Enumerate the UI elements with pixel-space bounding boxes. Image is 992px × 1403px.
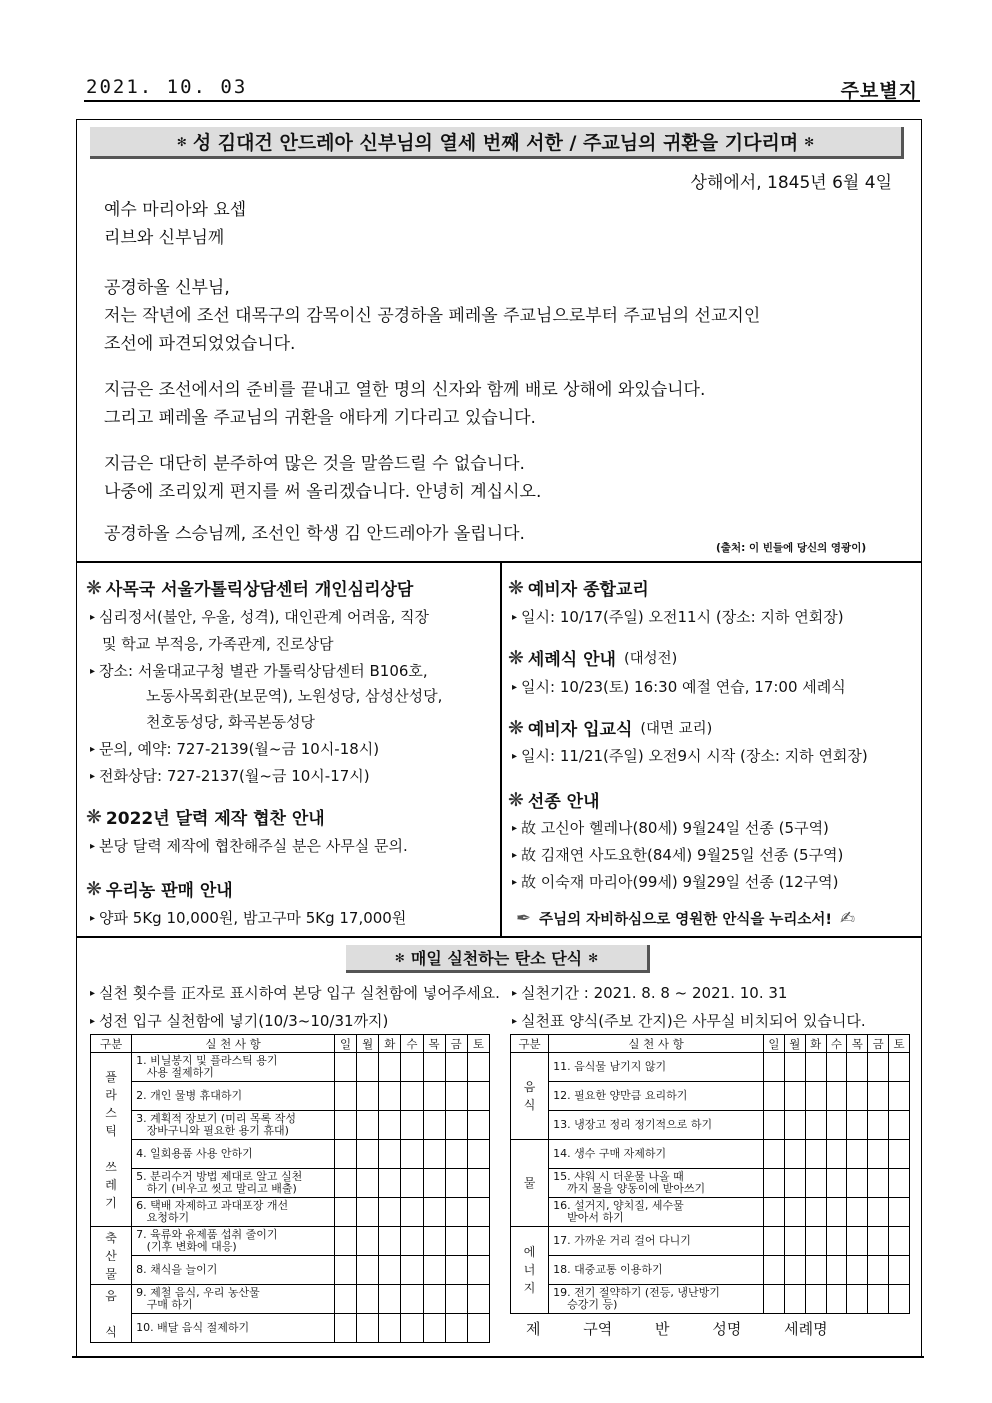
- check-cell[interactable]: [784, 1140, 805, 1169]
- check-cell[interactable]: [357, 1256, 379, 1285]
- check-cell[interactable]: [868, 1053, 889, 1082]
- check-cell[interactable]: [335, 1227, 357, 1256]
- check-cell[interactable]: [335, 1111, 357, 1140]
- notice-line: ▸ 양파 5Kg 10,000원, 밤고구마 5Kg 17,000원: [90, 909, 407, 927]
- table-row: [511, 1169, 910, 1198]
- check-cell[interactable]: [826, 1227, 847, 1256]
- item-cell: 16. 설거지, 양치질, 세수물 받아서 하기: [549, 1198, 764, 1227]
- check-cell[interactable]: [467, 1053, 489, 1082]
- check-cell[interactable]: [379, 1082, 401, 1111]
- pen-icon: ✒: [516, 907, 532, 929]
- heading-text: 우리농 판매 안내: [105, 881, 233, 901]
- day-header: 목: [423, 1035, 445, 1053]
- item-cell: 7. 육류와 유제품 섭취 줄이기 (기후 변화에 대응): [132, 1227, 335, 1256]
- item-cell: 5. 분리수거 방법 제대로 알고 실천 하기 (비우고 씻고 말리고 배출): [132, 1169, 335, 1198]
- eco-info: ▸ 성전 입구 실천함에 넣기(10/3~10/31까지): [90, 1012, 389, 1030]
- check-cell[interactable]: [805, 1169, 826, 1198]
- check-cell[interactable]: [847, 1082, 868, 1111]
- asterisk-icon: ✻: [804, 134, 815, 149]
- check-cell[interactable]: [868, 1140, 889, 1169]
- check-cell[interactable]: [467, 1140, 489, 1169]
- day-header: 월: [784, 1035, 805, 1053]
- check-cell[interactable]: [357, 1053, 379, 1082]
- category-cell: 플 라 스 틱 쓰 레 기: [91, 1053, 132, 1227]
- feather-icon: ✍: [840, 907, 856, 929]
- day-header: 토: [467, 1035, 489, 1053]
- check-cell[interactable]: [826, 1285, 847, 1314]
- item-cell: 18. 대중교통 이용하기: [549, 1256, 764, 1285]
- check-cell[interactable]: [889, 1256, 910, 1285]
- item-cell: 14. 생수 구매 자제하기: [549, 1140, 764, 1169]
- check-cell[interactable]: [357, 1198, 379, 1227]
- check-cell[interactable]: [847, 1169, 868, 1198]
- table-row: [91, 1314, 490, 1343]
- check-cell[interactable]: [784, 1198, 805, 1227]
- calendar-heading: [86, 804, 325, 829]
- check-cell[interactable]: [445, 1111, 467, 1140]
- check-cell[interactable]: [847, 1227, 868, 1256]
- letter-line: 저는 작년에 조선 대목구의 감목이신 공경하올 페레올 주교님으로부터 주교님의 선교지인: [104, 306, 761, 326]
- check-cell[interactable]: [784, 1169, 805, 1198]
- table-row: [511, 1227, 910, 1256]
- parish-label: 제: [526, 1320, 541, 1338]
- heading-text: 세례식 안내: [527, 650, 616, 670]
- eco-title-banner: [346, 945, 650, 973]
- heading-text: 예비자 입교식: [527, 720, 633, 740]
- check-cell[interactable]: [826, 1169, 847, 1198]
- item-cell: 3. 계획적 장보기 (미리 목록 작성 장바구니와 필요한 용기 휴대): [132, 1111, 335, 1140]
- letter-title: 성 김대건 안드레아 신부님의 열세 번째 서한 / 주교님의 귀환을 기다리며: [192, 132, 799, 154]
- letter-line: 지금은 대단히 분주하여 많은 것을 말씀드릴 수 없습니다.: [104, 454, 525, 474]
- table-row: [91, 1198, 490, 1227]
- bullet-icon: ▸: [512, 988, 518, 999]
- check-cell[interactable]: [763, 1227, 784, 1256]
- notice-line: ▸ 문의, 예약: 727-2139(월~금 10시-18시): [90, 740, 380, 758]
- check-cell[interactable]: [467, 1256, 489, 1285]
- check-cell[interactable]: [826, 1082, 847, 1111]
- check-cell[interactable]: [847, 1198, 868, 1227]
- check-cell[interactable]: [784, 1227, 805, 1256]
- check-cell[interactable]: [467, 1285, 489, 1314]
- check-cell[interactable]: [379, 1314, 401, 1343]
- check-cell[interactable]: [423, 1198, 445, 1227]
- table-row: [91, 1111, 490, 1140]
- page-header: [84, 76, 920, 102]
- check-cell[interactable]: [379, 1111, 401, 1140]
- check-cell[interactable]: [868, 1082, 889, 1111]
- letter-line: 공경하올 신부님,: [104, 278, 230, 298]
- participant-info-row: [526, 1318, 866, 1339]
- table-row: [511, 1053, 910, 1082]
- obituary-heading: [508, 787, 600, 812]
- letter-line: 조선에 파견되었었습니다.: [104, 334, 296, 354]
- letter-body: [104, 196, 894, 548]
- check-cell[interactable]: [826, 1111, 847, 1140]
- check-cell[interactable]: [357, 1140, 379, 1169]
- sparkle-icon: ❋: [86, 576, 102, 599]
- check-cell[interactable]: [868, 1169, 889, 1198]
- check-cell[interactable]: [445, 1082, 467, 1111]
- table-header-row: [511, 1035, 910, 1053]
- eco-title: 매일 실천하는 탄소 단식: [410, 949, 583, 968]
- check-cell[interactable]: [445, 1053, 467, 1082]
- heading-sub: (대성전): [623, 651, 678, 667]
- heading-sub: (대면 교리): [640, 721, 713, 737]
- bullet-icon: ▸: [512, 612, 518, 623]
- check-cell[interactable]: [335, 1198, 357, 1227]
- notice-line: 천호동성당, 화곡본동성당: [146, 713, 315, 731]
- catechumen-heading: [508, 575, 649, 600]
- table-row: [511, 1285, 910, 1314]
- check-cell[interactable]: [357, 1082, 379, 1111]
- check-cell[interactable]: [445, 1285, 467, 1314]
- check-cell[interactable]: [379, 1198, 401, 1227]
- sparkle-icon: ❋: [508, 788, 524, 811]
- column-divider: [500, 561, 502, 937]
- table-row: [511, 1140, 910, 1169]
- category-cell: 에 너 지: [511, 1227, 549, 1314]
- check-cell[interactable]: [763, 1285, 784, 1314]
- notice-line: ▸ 심리정서(불안, 우울, 성격), 대인관계 어려움, 직장: [90, 608, 429, 626]
- check-cell[interactable]: [423, 1111, 445, 1140]
- category-cell: 음 식: [91, 1285, 132, 1343]
- check-cell[interactable]: [401, 1140, 423, 1169]
- check-cell[interactable]: [889, 1111, 910, 1140]
- check-cell[interactable]: [423, 1285, 445, 1314]
- check-cell[interactable]: [763, 1256, 784, 1285]
- check-cell[interactable]: [868, 1256, 889, 1285]
- letter-title-banner: [90, 127, 904, 159]
- check-cell[interactable]: [889, 1082, 910, 1111]
- check-cell[interactable]: [401, 1082, 423, 1111]
- item-cell: 10. 배달 음식 절제하기: [132, 1314, 335, 1343]
- check-cell[interactable]: [423, 1256, 445, 1285]
- notice-line: ▸ 전화상담: 727-2137(월~금 10시-17시): [90, 767, 370, 785]
- item-cell: 9. 제철 음식, 우리 농산물 구매 하기: [132, 1285, 335, 1314]
- check-cell[interactable]: [805, 1111, 826, 1140]
- eco-table-right: [510, 1034, 910, 1314]
- check-cell[interactable]: [868, 1111, 889, 1140]
- notice-line: ▸ 故 김재연 사도요한(84세) 9월25일 선종 (5구역): [512, 846, 844, 864]
- check-cell[interactable]: [445, 1314, 467, 1343]
- bullet-icon: ▸: [512, 682, 518, 693]
- day-header: 화: [379, 1035, 401, 1053]
- bullet-icon: ▸: [512, 751, 518, 762]
- notice-line: ▸ 일시: 10/17(주일) 오전11시 (장소: 지하 연회장): [512, 608, 844, 626]
- check-cell[interactable]: [335, 1169, 357, 1198]
- bullet-icon: ▸: [90, 612, 96, 623]
- item-cell: 11. 음식물 남기지 않기: [549, 1053, 764, 1082]
- day-header: 수: [826, 1035, 847, 1053]
- day-header: 일: [763, 1035, 784, 1053]
- check-cell[interactable]: [423, 1082, 445, 1111]
- check-cell[interactable]: [423, 1227, 445, 1256]
- day-header: 월: [357, 1035, 379, 1053]
- check-cell[interactable]: [889, 1285, 910, 1314]
- district-label: 구역: [583, 1320, 613, 1338]
- asterisk-icon: ✻: [588, 950, 599, 965]
- section-divider: [76, 936, 922, 938]
- check-cell[interactable]: [847, 1111, 868, 1140]
- heading-text: 예비자 종합교리: [527, 580, 649, 600]
- item-cell: 4. 일회용품 사용 안하기: [132, 1140, 335, 1169]
- day-header: 금: [445, 1035, 467, 1053]
- day-header: 화: [805, 1035, 826, 1053]
- check-cell[interactable]: [805, 1140, 826, 1169]
- sparkle-icon: ❋: [508, 716, 524, 739]
- section-divider: [76, 561, 922, 563]
- day-header: 목: [847, 1035, 868, 1053]
- table-row: [511, 1198, 910, 1227]
- bullet-icon: ▸: [512, 823, 518, 834]
- check-cell[interactable]: [401, 1053, 423, 1082]
- farm-sale-heading: [86, 876, 233, 901]
- item-cell: 8. 채식을 늘이기: [132, 1256, 335, 1285]
- check-cell[interactable]: [805, 1053, 826, 1082]
- table-row: [511, 1111, 910, 1140]
- check-cell[interactable]: [335, 1256, 357, 1285]
- check-cell[interactable]: [335, 1285, 357, 1314]
- category-cell: 물: [511, 1140, 549, 1227]
- check-cell[interactable]: [357, 1285, 379, 1314]
- category-cell: 음 식: [511, 1053, 549, 1140]
- item-cell: 12. 필요한 양만큼 요리하기: [549, 1082, 764, 1111]
- check-cell[interactable]: [467, 1082, 489, 1111]
- item-cell: 1. 비닐봉지 및 플라스틱 용기 사용 절제하기: [132, 1053, 335, 1082]
- eco-table-left: [90, 1034, 490, 1343]
- check-cell[interactable]: [763, 1169, 784, 1198]
- check-cell[interactable]: [763, 1082, 784, 1111]
- notice-line: ▸ 故 이숙재 마리아(99세) 9월29일 선종 (12구역): [512, 873, 839, 891]
- check-cell[interactable]: [445, 1256, 467, 1285]
- table-row: [91, 1256, 490, 1285]
- check-cell[interactable]: [467, 1198, 489, 1227]
- bullet-icon: ▸: [90, 771, 96, 782]
- check-cell[interactable]: [826, 1140, 847, 1169]
- item-cell: 13. 냉장고 정리 정기적으로 하기: [549, 1111, 764, 1140]
- day-header: 토: [889, 1035, 910, 1053]
- letter-line: 공경하올 스승님께, 조선인 학생 김 안드레아가 올립니다.: [104, 524, 525, 544]
- check-cell[interactable]: [763, 1111, 784, 1140]
- category-cell: 축 산 물: [91, 1227, 132, 1285]
- heading-text: 선종 안내: [527, 792, 600, 812]
- check-cell[interactable]: [335, 1314, 357, 1343]
- day-header: 수: [401, 1035, 423, 1053]
- notice-line: ▸ 장소: 서울대교구청 별관 가톨릭상담센터 B106호,: [90, 662, 428, 680]
- check-cell[interactable]: [401, 1285, 423, 1314]
- check-cell[interactable]: [889, 1169, 910, 1198]
- check-cell[interactable]: [847, 1140, 868, 1169]
- bullet-icon: ▸: [90, 744, 96, 755]
- recipient-line: 리브와 신부님께: [104, 228, 225, 248]
- letter-place-date: 상해에서, 1845년 6월 4일: [690, 173, 892, 193]
- check-cell[interactable]: [357, 1227, 379, 1256]
- notice-line: ▸ 일시: 11/21(주일) 오전9시 시작 (장소: 지하 연회장): [512, 747, 868, 765]
- check-cell[interactable]: [847, 1256, 868, 1285]
- check-cell[interactable]: [784, 1256, 805, 1285]
- check-cell[interactable]: [379, 1256, 401, 1285]
- check-cell[interactable]: [826, 1198, 847, 1227]
- check-cell[interactable]: [401, 1198, 423, 1227]
- table-row: [91, 1169, 490, 1198]
- check-cell[interactable]: [784, 1285, 805, 1314]
- item-cell: 6. 택배 자제하고 과대포장 개선 요청하기: [132, 1198, 335, 1227]
- check-cell[interactable]: [805, 1285, 826, 1314]
- table-row: [511, 1082, 910, 1111]
- admission-heading: [508, 715, 712, 740]
- check-cell[interactable]: [445, 1169, 467, 1198]
- check-cell[interactable]: [868, 1227, 889, 1256]
- check-cell[interactable]: [889, 1053, 910, 1082]
- table-row: [91, 1140, 490, 1169]
- notice-line: 노동사목회관(보문역), 노원성당, 삼성산성당,: [146, 687, 443, 705]
- check-cell[interactable]: [467, 1314, 489, 1343]
- heading-text: 사목국 서울가톨릭상담센터 개인심리상담: [105, 580, 414, 600]
- check-cell[interactable]: [357, 1314, 379, 1343]
- item-cell: 17. 가까운 거리 걸어 다니기: [549, 1227, 764, 1256]
- bullet-icon: ▸: [512, 877, 518, 888]
- table-row: [91, 1082, 490, 1111]
- check-cell[interactable]: [847, 1285, 868, 1314]
- table-row: [91, 1227, 490, 1256]
- notice-line: ▸ 일시: 10/23(토) 16:30 예절 연습, 17:00 세례식: [512, 678, 846, 696]
- notice-line: ▸ 본당 달력 제작에 협찬해주실 분은 사무실 문의.: [90, 837, 408, 855]
- check-cell[interactable]: [379, 1053, 401, 1082]
- heading-text: 2022년 달력 제작 협찬 안내: [105, 809, 325, 829]
- check-cell[interactable]: [401, 1111, 423, 1140]
- check-cell[interactable]: [335, 1053, 357, 1082]
- check-cell[interactable]: [423, 1053, 445, 1082]
- letter-line: 그리고 페레올 주교님의 귀환을 애타게 기다리고 있습니다.: [104, 408, 536, 428]
- bullet-icon: ▸: [90, 913, 96, 924]
- item-header: 실 천 사 항: [132, 1035, 335, 1053]
- check-cell[interactable]: [379, 1285, 401, 1314]
- cat-header: 구분: [91, 1035, 132, 1053]
- recipient-line: 예수 마리아와 요셉: [104, 200, 247, 220]
- check-cell[interactable]: [784, 1053, 805, 1082]
- eco-info: ▸ 실천기간 : 2021. 8. 8 ~ 2021. 10. 31: [512, 984, 788, 1002]
- check-cell[interactable]: [445, 1227, 467, 1256]
- bullet-icon: ▸: [90, 988, 96, 999]
- day-header: 일: [335, 1035, 357, 1053]
- bulletin-title: 주보별지: [840, 80, 918, 102]
- check-cell[interactable]: [423, 1314, 445, 1343]
- check-cell[interactable]: [379, 1169, 401, 1198]
- check-cell[interactable]: [445, 1198, 467, 1227]
- check-cell[interactable]: [379, 1140, 401, 1169]
- check-cell[interactable]: [805, 1227, 826, 1256]
- check-cell[interactable]: [401, 1227, 423, 1256]
- item-cell: 19. 전기 절약하기 (전등, 냉난방기 승강기 등): [549, 1285, 764, 1314]
- asterisk-icon: ✻: [176, 134, 187, 149]
- check-cell[interactable]: [335, 1082, 357, 1111]
- sparkle-icon: ❋: [508, 576, 524, 599]
- notice-line: ▸ 故 고신아 헬레나(80세) 9월24일 선종 (5구역): [512, 819, 829, 837]
- letter-line: 나중에 조리있게 편지를 써 올리겠습니다. 안녕히 계십시오.: [104, 482, 542, 502]
- group-label: 반: [655, 1320, 670, 1338]
- check-cell[interactable]: [763, 1140, 784, 1169]
- sparkle-icon: ❋: [86, 877, 102, 900]
- check-cell[interactable]: [467, 1111, 489, 1140]
- item-cell: 15. 샤워 시 더운물 나올 때 까지 물을 양동이에 받아쓰기: [549, 1169, 764, 1198]
- check-cell[interactable]: [401, 1314, 423, 1343]
- check-cell[interactable]: [889, 1198, 910, 1227]
- check-cell[interactable]: [784, 1082, 805, 1111]
- check-cell[interactable]: [784, 1111, 805, 1140]
- check-cell[interactable]: [763, 1198, 784, 1227]
- check-cell[interactable]: [805, 1198, 826, 1227]
- check-cell[interactable]: [423, 1140, 445, 1169]
- check-cell[interactable]: [379, 1227, 401, 1256]
- check-cell[interactable]: [401, 1169, 423, 1198]
- asterisk-icon: ✻: [394, 950, 405, 965]
- check-cell[interactable]: [763, 1053, 784, 1082]
- bullet-icon: ▸: [512, 850, 518, 861]
- sparkle-icon: ❋: [508, 646, 524, 669]
- bullet-icon: ▸: [90, 841, 96, 852]
- check-cell[interactable]: [889, 1227, 910, 1256]
- check-cell[interactable]: [805, 1082, 826, 1111]
- counseling-heading: [86, 575, 413, 600]
- check-cell[interactable]: [868, 1198, 889, 1227]
- eco-info: ▸ 실천 횟수를 正자로 표시하여 본당 입구 실천함에 넣어주세요.: [90, 984, 500, 1002]
- check-cell[interactable]: [445, 1140, 467, 1169]
- check-cell[interactable]: [847, 1053, 868, 1082]
- check-cell[interactable]: [805, 1256, 826, 1285]
- bottom-rule: [72, 1356, 924, 1358]
- check-cell[interactable]: [826, 1256, 847, 1285]
- closing-prayer: [508, 903, 908, 933]
- bullet-icon: ▸: [90, 666, 96, 677]
- check-cell[interactable]: [889, 1140, 910, 1169]
- table-row: [91, 1053, 490, 1082]
- check-cell[interactable]: [357, 1169, 379, 1198]
- table-header-row: [91, 1035, 490, 1053]
- notice-line: 및 학교 부적응, 가족관계, 진로상담: [102, 635, 334, 653]
- bullet-icon: ▸: [512, 1016, 518, 1027]
- check-cell[interactable]: [423, 1169, 445, 1198]
- table-row: [91, 1285, 490, 1314]
- check-cell[interactable]: [826, 1053, 847, 1082]
- check-cell[interactable]: [868, 1285, 889, 1314]
- item-cell: 2. 개인 물병 휴대하기: [132, 1082, 335, 1111]
- sparkle-icon: ❋: [86, 805, 102, 828]
- name-label: 성명: [712, 1320, 742, 1338]
- baptism-name-label: 세례명: [784, 1320, 828, 1338]
- bulletin-date: 2021. 10. 03: [86, 76, 248, 98]
- eco-info: ▸ 실천표 양식(주보 간지)은 사무실 비치되어 있습니다.: [512, 1012, 866, 1030]
- letter-source: (출처: 이 빈들에 당신의 영광이): [716, 542, 867, 554]
- closing-text: 주님의 자비하심으로 영원한 안식을 누리소서!: [539, 911, 833, 928]
- check-cell[interactable]: [401, 1256, 423, 1285]
- bullet-icon: ▸: [90, 1016, 96, 1027]
- check-cell[interactable]: [467, 1227, 489, 1256]
- check-cell[interactable]: [467, 1169, 489, 1198]
- day-header: 금: [868, 1035, 889, 1053]
- baptism-heading: [508, 645, 677, 670]
- table-row: [511, 1256, 910, 1285]
- cat-header: 구분: [511, 1035, 549, 1053]
- check-cell[interactable]: [335, 1140, 357, 1169]
- check-cell[interactable]: [357, 1111, 379, 1140]
- item-header: 실 천 사 항: [549, 1035, 764, 1053]
- letter-line: 지금은 조선에서의 준비를 끝내고 열한 명의 신자와 함께 배로 상해에 와있습니다.: [104, 380, 706, 400]
